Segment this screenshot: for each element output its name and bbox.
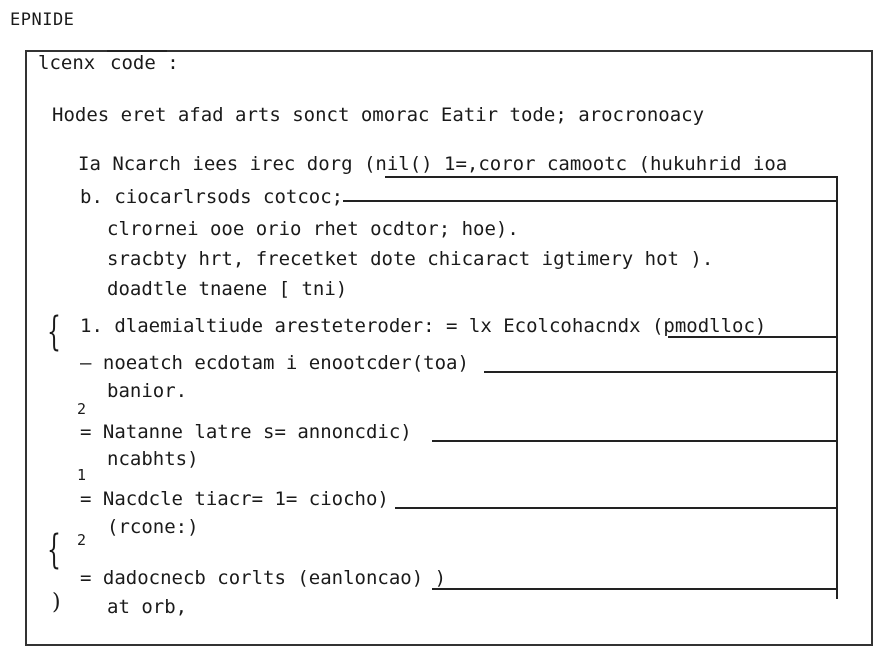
code-line-7: 1. dlaemialtiude aresteteroder: = lx Ecolcohacndx (pmodlloc) <box>80 315 767 337</box>
code-line-6: doadtle tnaene [ tni) <box>107 278 348 300</box>
code-line-2: Ia Ncarch iees irec dorg (nil() 1=,coror camootc (hukuhrid ioa <box>78 153 788 175</box>
margin-mark-1: 2 <box>77 400 87 418</box>
closing-paren-mark: ) <box>52 590 61 615</box>
left-brace-2: { <box>47 527 61 573</box>
code-line-9: banior. <box>107 380 188 402</box>
margin-mark-3: 2 <box>77 531 87 549</box>
code-line-13: (rcone:) <box>107 516 199 538</box>
code-line-12: = Nacdcle tiacr= 1= ciocho) <box>80 488 389 510</box>
underline-14 <box>432 588 838 590</box>
left-brace-1: { <box>47 309 61 355</box>
document-heading: EPNIDE <box>10 10 75 30</box>
underline-2 <box>385 176 838 178</box>
code-line-15: at orb, <box>107 596 188 618</box>
underline-8 <box>484 371 838 373</box>
underline-12 <box>395 507 838 509</box>
label-code: code : <box>110 52 179 74</box>
margin-mark-2: 1 <box>77 466 87 484</box>
code-frame <box>25 50 873 646</box>
code-line-8: – noeatch ecdotam i enootcder(toa) <box>80 352 469 374</box>
code-line-4: clrornei ooe orio rhet ocdtor; hoe). <box>107 218 519 240</box>
code-line-10: = Natanne latre s= annoncdic) <box>80 421 412 443</box>
underline-7 <box>668 336 838 338</box>
underline-3 <box>343 200 838 202</box>
underline-10 <box>432 440 838 442</box>
code-line-1: Hodes eret afad arts sonct omorac Eatir tode; arocronoacy <box>52 104 705 126</box>
right-bracket-line <box>836 176 838 599</box>
label-prefix: lcenx <box>38 52 96 74</box>
code-line-3: b. ciocarlrsods cotcoc; <box>80 186 344 208</box>
code-line-14: = dadocnecb corlts (eanloncao) ) <box>80 567 447 589</box>
code-line-5: sracbty hrt, frecetket dote chicaract igtimery hot ). <box>107 248 714 270</box>
code-line-11: ncabhts) <box>107 448 199 470</box>
